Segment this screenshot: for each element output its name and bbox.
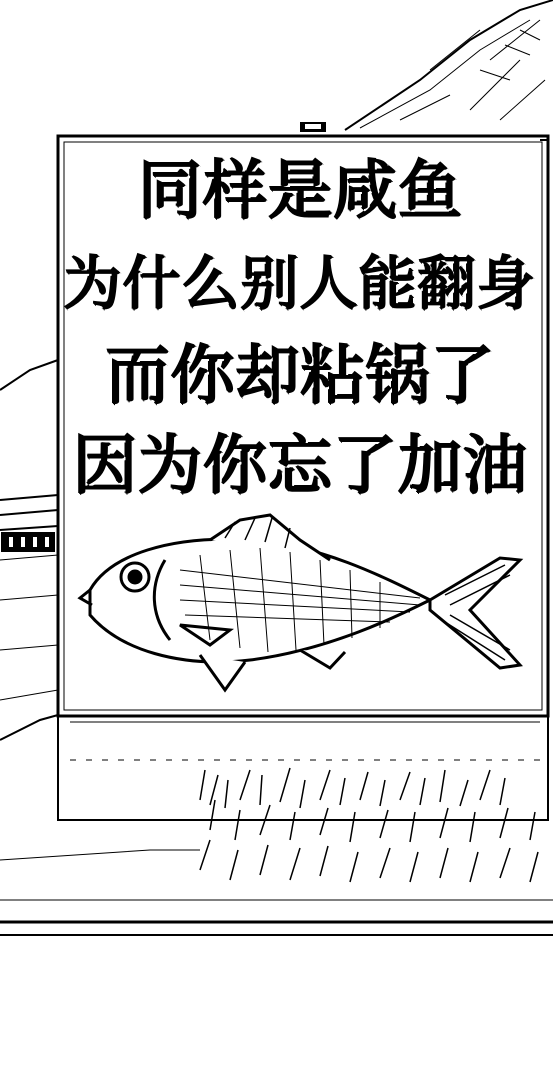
hillside (345, 0, 553, 130)
sign-line-2: 为什么别人能翻身 (63, 250, 536, 318)
sign-line-3: 而你却粘锅了 (106, 339, 496, 414)
background-bridge (0, 360, 58, 740)
sign-line-4: 因为你忘了加油 (73, 429, 529, 504)
sign-base (58, 716, 548, 820)
sign-line-1: 同样是咸鱼 (138, 154, 464, 229)
grass-ground (0, 768, 553, 935)
